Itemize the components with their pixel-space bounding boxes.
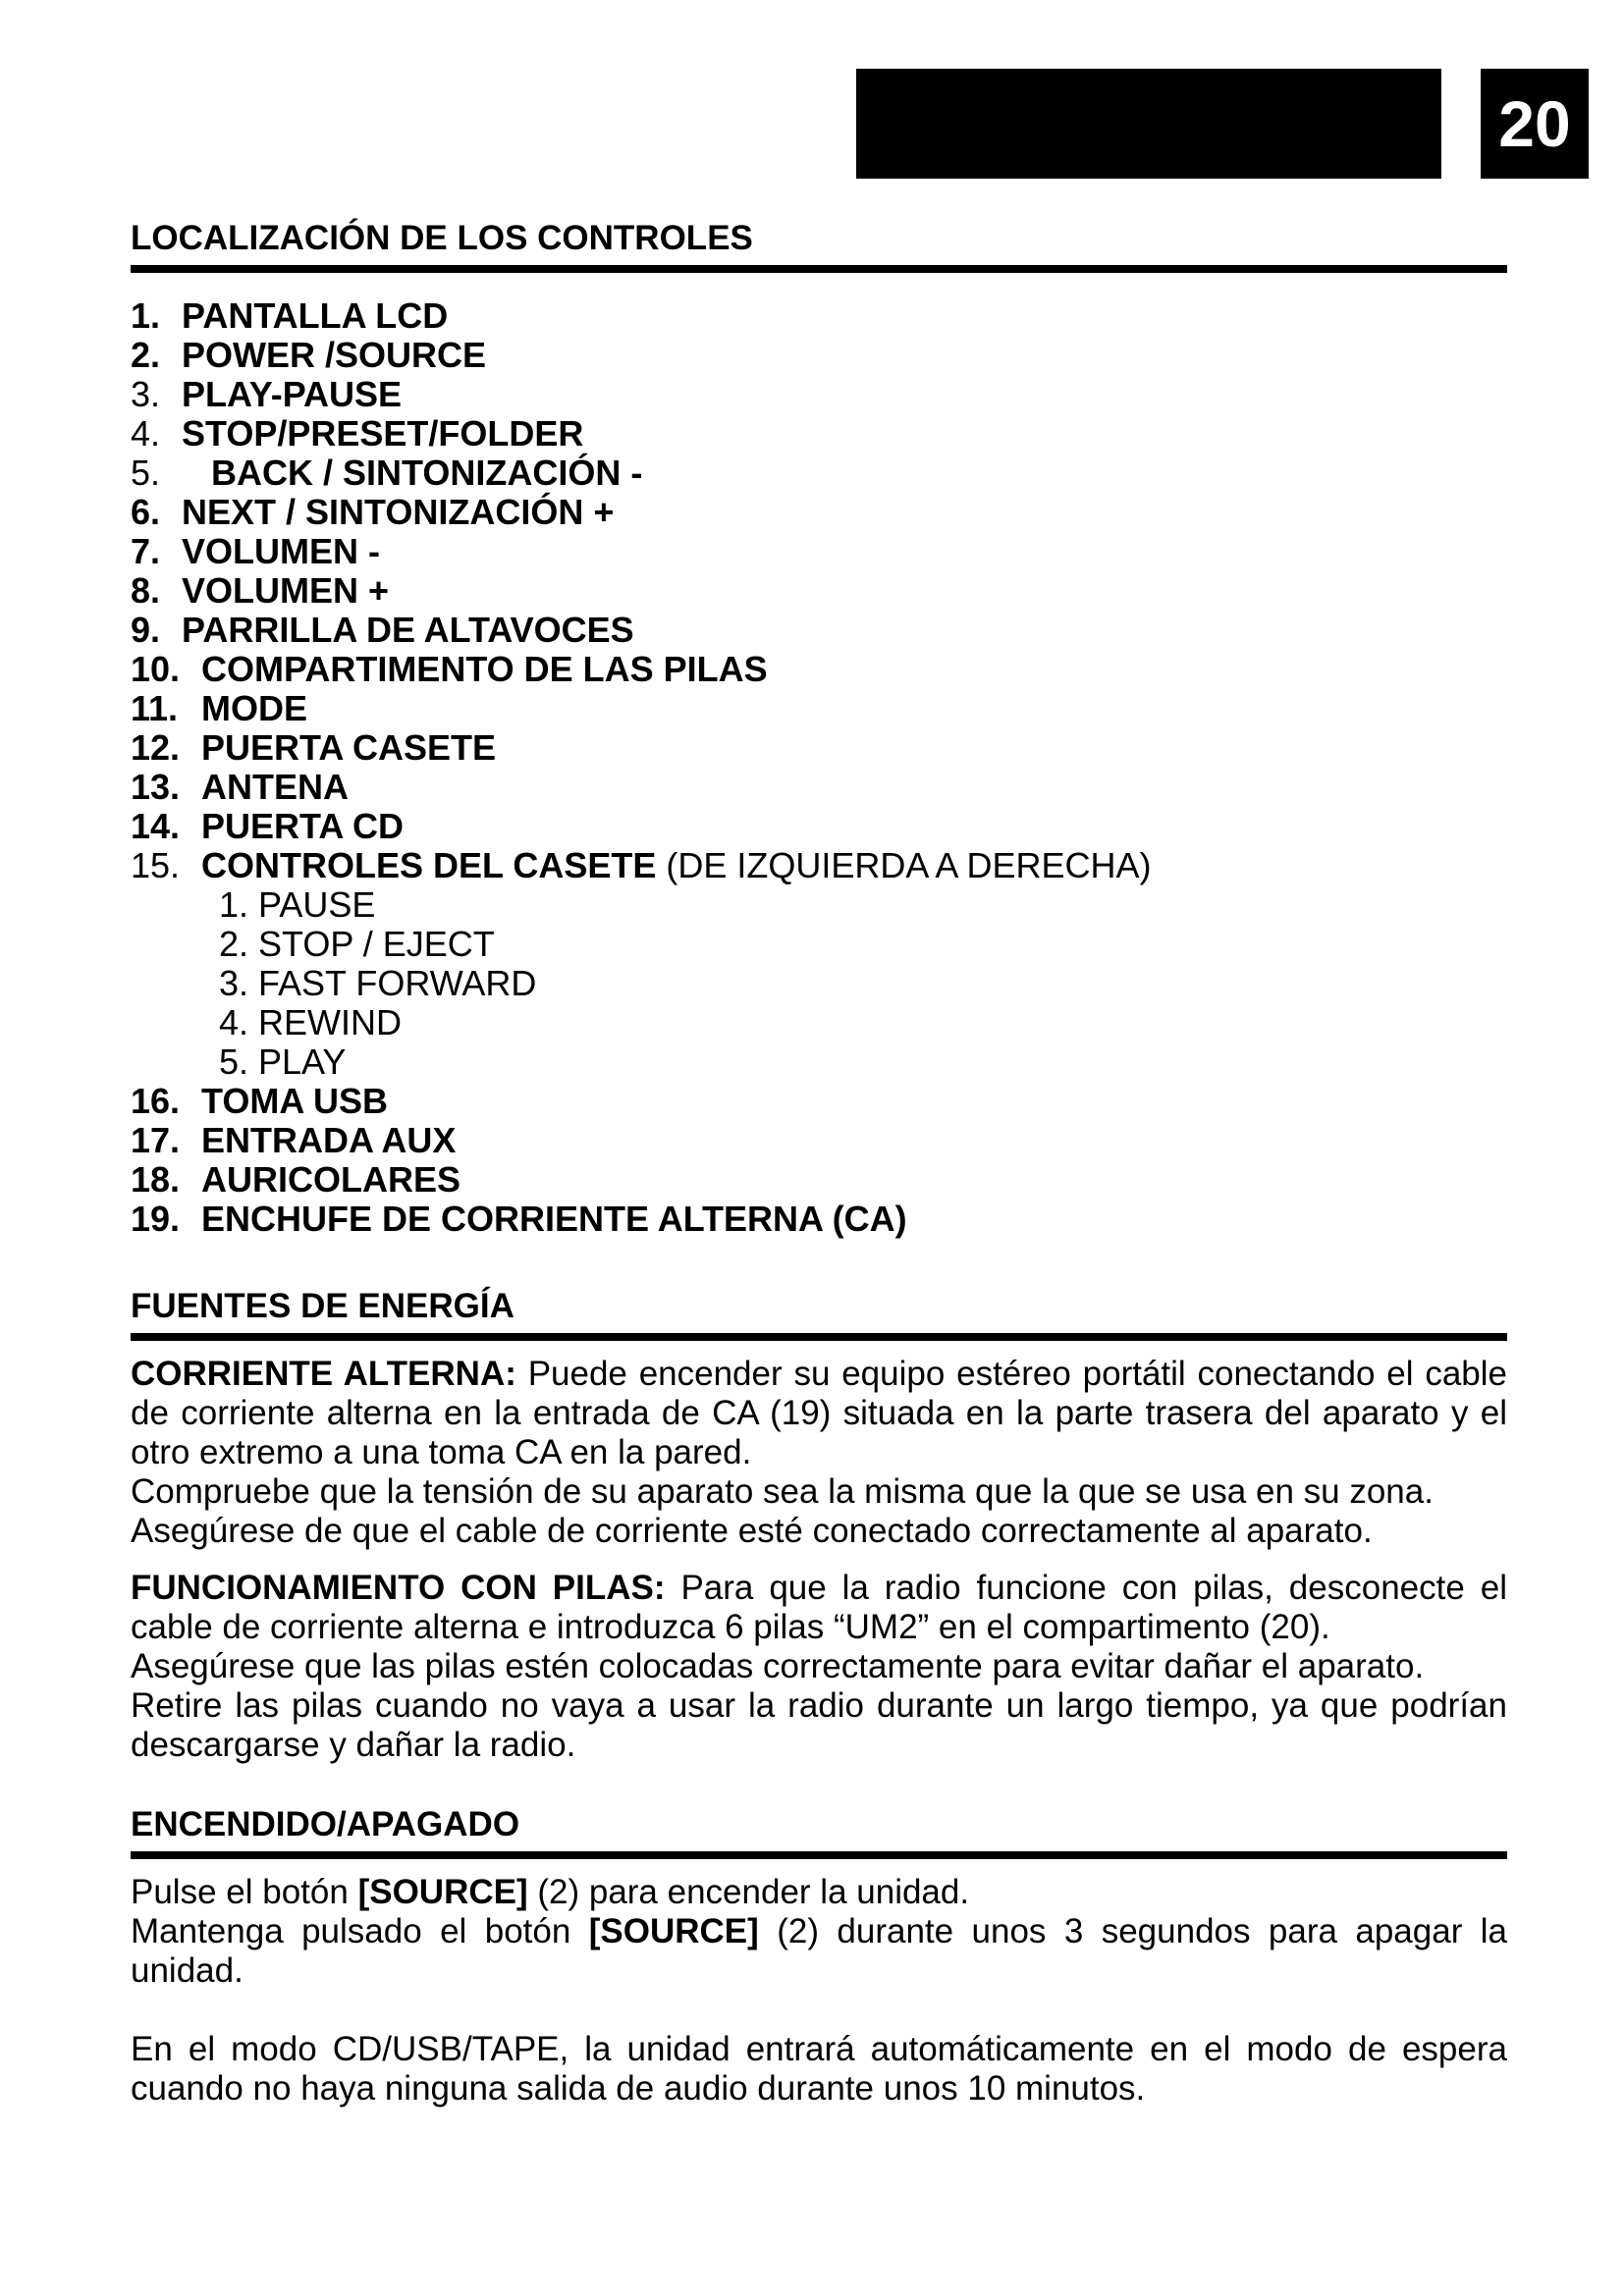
controls-list (131, 296, 1507, 1239)
ac-paragraph: CORRIENTE ALTERNA: Puede encender su equipo estéreo portátil conectando el cable de corriente alterna en la entrada de CA (19) situada en la parte trasera del aparato y el otro extremo a una toma CA en la pared. (131, 1355, 1507, 1471)
energy-heading: FUENTES DE ENERGÍA (131, 1286, 1507, 1341)
list-item: 14. PUERTA CD (131, 806, 404, 846)
controls-heading: LOCALIZACIÓN DE LOS CONTROLES (131, 218, 1507, 273)
ac-paragraph-2: Compruebe que la tensión de su aparato sea la misma que la que se usa en su zona. (131, 1472, 1434, 1511)
list-item: 2. POWER /SOURCE (131, 335, 487, 375)
battery-paragraph: FUNCIONAMIENTO CON PILAS: Para que la radio funcione con pilas, desconecte el cable de corriente alterna e introduzca 6 pilas “UM2” en el compartimento (20). (131, 1569, 1507, 1646)
list-item: 3. PLAY-PAUSE (131, 374, 403, 414)
sub-list-item: 4. REWIND (219, 1002, 403, 1042)
sub-list-item: 1. PAUSE (219, 884, 376, 925)
list-item: 13. ANTENA (131, 767, 349, 807)
page-content (131, 218, 1507, 2109)
list-item: 15. CONTROLES DEL CASETE (DE IZQUIERDA A DERECHA) (131, 845, 1152, 885)
list-item (131, 885, 1507, 1082)
power-section (131, 1804, 1507, 2109)
list-item: 17. ENTRADA AUX (131, 1120, 457, 1160)
battery-paragraph-3: Retire las pilas cuando no vaya a usar la radio durante un largo tiempo, ya que podrían descargarse y dañar la radio. (131, 1686, 1507, 1764)
power-on-text: Pulse el botón [SOURCE] (2) para encender la unidad. (131, 1873, 970, 1911)
list-item: 16. TOMA USB (131, 1081, 389, 1121)
list-item: 1. PANTALLA LCD (131, 295, 449, 336)
sub-list-item: 3. FAST FORWARD (219, 963, 537, 1003)
list-item: 6. NEXT / SINTONIZACIÓN + (131, 492, 615, 532)
list-item: 11. MODE (131, 688, 307, 728)
power-heading: ENCENDIDO/APAGADO (131, 1804, 1507, 1859)
page-number: 20 (1481, 69, 1589, 179)
list-item: 7. VOLUMEN - (131, 531, 380, 571)
header-black-bar (856, 69, 1441, 179)
battery-paragraph-2: Asegúrese que las pilas estén colocadas correctamente para evitar dañar el aparato. (131, 1647, 1425, 1685)
list-item: 8. VOLUMEN + (131, 570, 390, 611)
list-item: 12. PUERTA CASETE (131, 727, 497, 768)
power-off-text: Mantenga pulsado el botón [SOURCE] (2) durante unos 3 segundos para apagar la unidad. (131, 1912, 1508, 1990)
cassette-controls-sublist (131, 885, 1507, 1082)
list-item: 10. COMPARTIMENTO DE LAS PILAS (131, 649, 768, 689)
list-item: 18. AURICOLARES (131, 1159, 461, 1200)
list-item: 4. STOP/PRESET/FOLDER (131, 413, 584, 454)
list-item: 9. PARRILLA DE ALTAVOCES (131, 610, 634, 650)
list-item: 5. BACK / SINTONIZACIÓN - (131, 453, 643, 493)
sub-list-item: 2. STOP / EJECT (219, 924, 495, 964)
ac-paragraph-3: Asegúrese de que el cable de corriente esté conectado correctamente al aparato. (131, 1512, 1373, 1550)
standby-text: En el modo CD/USB/TAPE, la unidad entrará automáticamente en el modo de espera cuando no haya ninguna salida de audio durante unos 10 minutos. (131, 2030, 1507, 2108)
energy-section (131, 1286, 1507, 1765)
sub-list-item: 5. PLAY (219, 1041, 347, 1082)
list-item: 19. ENCHUFE DE CORRIENTE ALTERNA (CA) (131, 1199, 907, 1239)
